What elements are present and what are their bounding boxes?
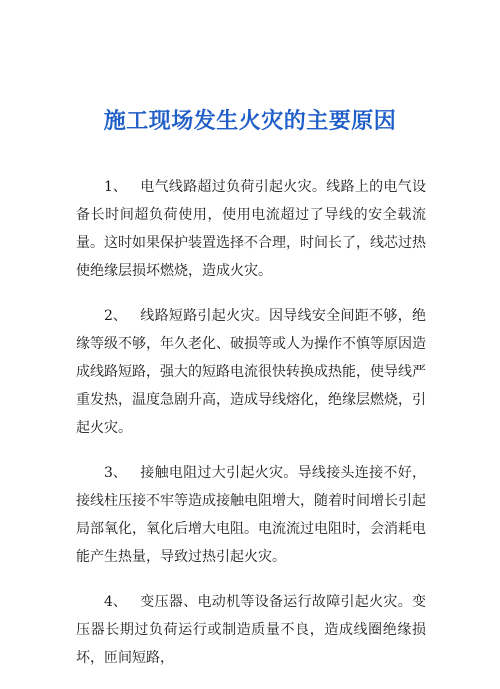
paragraph [76, 173, 426, 285]
paragraph-text: 接触电阻过大引起火灾。导线接头连接不好，接线柱压接不牢等造成接触电阻增大，随着时间增长引起局部氧化，氧化后增大电阻。电流流过电阻时，会消耗电能产生热量，导致过热引起火灾。 [76, 465, 426, 565]
paragraph-number: 1、 [104, 179, 127, 195]
paragraph-number: 4、 [104, 594, 127, 610]
paragraph-text: 电气线路超过负荷引起火灾。线路上的电气设备长时间超负荷使用，使用电流超过了导线的安全载流量。这时如果保护装置选择不合理，时间长了，线芯过热使绝缘层损坏燃烧，造成火灾。 [76, 179, 426, 279]
paragraph-number: 2、 [104, 308, 127, 324]
document-body [76, 173, 426, 689]
paragraph-number: 3、 [104, 465, 127, 481]
paragraph-text: 线路短路引起火灾。因导线安全间距不够，绝缘等级不够，年久老化、破损等或人为操作不慎等原因造成线路短路，强大的短路电流很快转换成热能，使导线严重发热，温度急剧升高，造成导线熔化，绝缘层燃烧，引起火灾。 [76, 308, 426, 436]
paragraph [76, 302, 426, 442]
paragraph [76, 588, 426, 672]
paragraph [76, 459, 426, 571]
document-title: 施工现场发生火灾的主要原因 [103, 109, 397, 134]
paragraph-text: 变压器、电动机等设备运行故障引起火灾。变压器长期过负荷运行或制造质量不良，造成线圈绝缘损坏，匝间短路， [76, 594, 426, 666]
